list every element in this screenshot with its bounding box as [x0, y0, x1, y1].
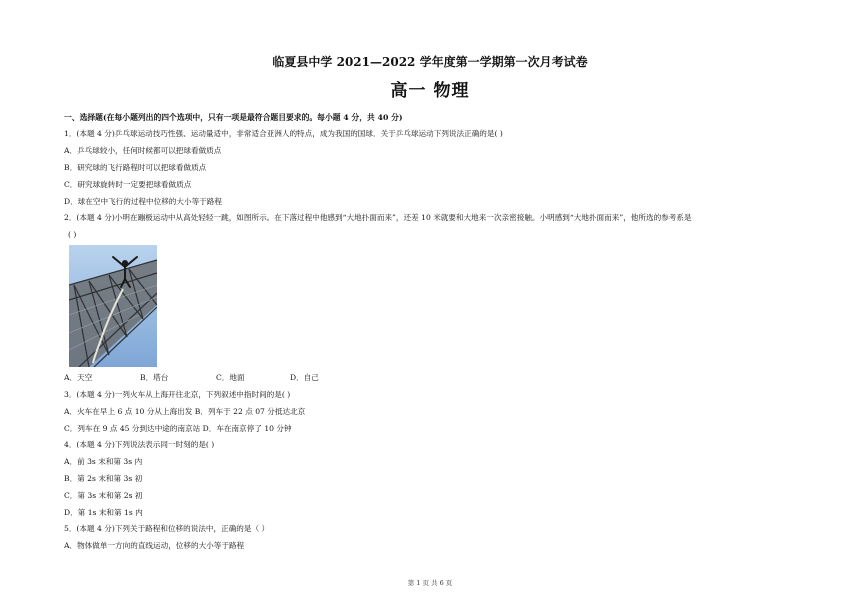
question-5-option-a: A．物体做单一方向的直线运动，位移的大小等于路程: [64, 541, 245, 550]
question-2-option-c: C．地面: [216, 373, 245, 382]
question-4-option-c: C．第 3s 末和第 2s 初: [64, 491, 143, 500]
question-3-options-cd: C．列车在 9 点 45 分到达中途的南京站 D．车在南京停了 10 分钟: [64, 424, 292, 433]
exam-subtitle: 高一 物理: [390, 81, 470, 101]
question-4-option-d: D．第 1s 末和第 1s 内: [64, 508, 143, 517]
bungee-jump-photo: [69, 245, 157, 367]
question-4-option-b: B．第 2s 末和第 3s 初: [64, 474, 143, 483]
question-1-option-c: C．研究球旋转时一定要把球看做质点: [64, 180, 192, 189]
question-1-stem: 1．(本题 4 分)乒乓球运动技巧性强、运动量适中，非常适合亚洲人的特点，成为我国的国球．关于乒乓球运动下列说法正确的是( ): [64, 129, 503, 138]
question-2-option-d: D．自己: [290, 373, 319, 382]
question-2-stem: 2．(本题 4 分)小明在蹦极运动中从高处轻轻一跳，如图所示。在下落过程中他感到“大地扑面而来”，还差 10 米就要和大地来一次亲密接触。小明感到“大地扑面而来”，他所选的参考系是: [64, 213, 692, 222]
question-3-options-ab: A．火车在早上 6 点 10 分从上海出发 B．列车于 22 点 07 分抵达北京: [64, 407, 306, 416]
question-2-option-b: B．塔台: [140, 373, 169, 382]
question-4-option-a: A．前 3s 末和第 3s 内: [64, 457, 143, 466]
question-1-option-b: B．研究球的飞行路程时可以把球看做质点: [64, 163, 207, 172]
question-4-stem: 4．(本题 4 分)下列说法表示同一时刻的是( ): [64, 440, 215, 449]
question-3-stem: 3．(本题 4 分)一列火车从上海开往北京，下列叙述中指时间的是( ): [64, 390, 291, 399]
section-heading: 一、选择题(在每小题列出的四个选项中，只有一项是最符合题目要求的。每小题 4 分，共 40 分): [64, 113, 403, 122]
question-1-option-d: D．球在空中飞行的过程中位移的大小等于路程: [64, 197, 222, 206]
question-5-stem: 5．(本题 4 分)下列关于路程和位移的说法中，正确的是（ ）: [64, 524, 270, 533]
question-2-option-a: A．天空: [64, 373, 93, 382]
question-2-stem-cont: ( ): [68, 230, 77, 239]
exam-title: 临夏县中学 2021—2022 学年度第一学期第一次月考试卷: [272, 55, 588, 69]
page-footer: 第 1 页 共 6 页: [407, 579, 453, 587]
question-1-option-a: A．乒乓球较小，任何时候都可以把球看做质点: [64, 146, 222, 155]
